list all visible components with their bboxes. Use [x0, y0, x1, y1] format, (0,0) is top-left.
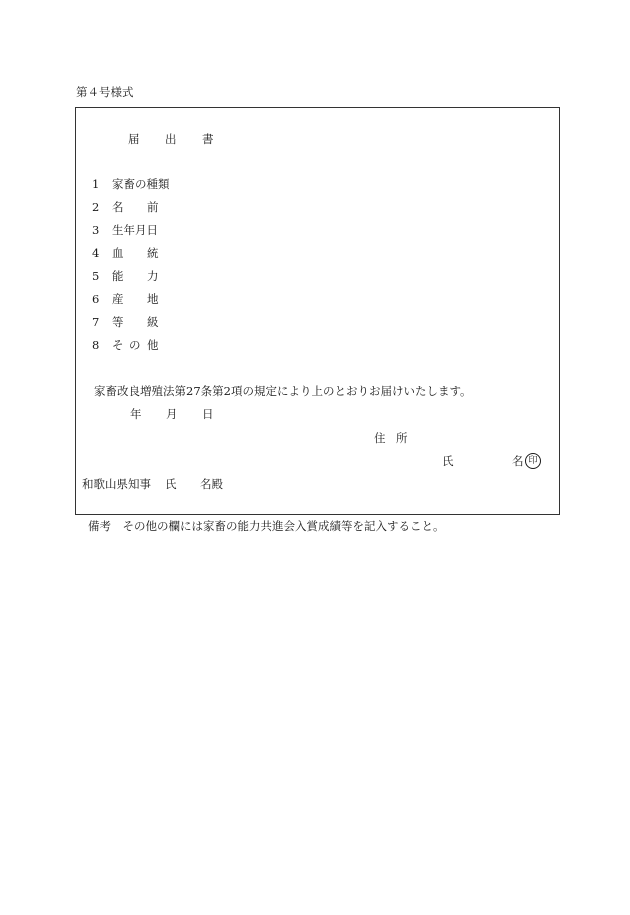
address-char: 所 [396, 431, 408, 445]
name-char: 名 [512, 454, 524, 468]
statement-text: 家畜改良増殖法第27条第2項の規定により上のとおりお届けいたします。 [94, 384, 472, 398]
item-number: 5 [92, 269, 100, 283]
name-char: 氏 [442, 454, 454, 468]
date-day: 日 [202, 407, 214, 421]
item-label: 能 [112, 269, 124, 283]
item-label: 他 [147, 338, 159, 352]
addressee-name-char: 氏 [165, 477, 177, 491]
date-year: 年 [130, 407, 142, 421]
item-label: 血 [112, 246, 124, 260]
item-label: 産 [112, 292, 124, 306]
addressee-name-char: 名殿 [200, 477, 223, 491]
remarks-note: 備考 その他の欄には家畜の能力共進会入賞成績等を記入すること。 [88, 519, 445, 533]
item-number: 4 [92, 246, 100, 260]
item-number: 2 [92, 200, 100, 214]
seal-mark-icon: 印 [525, 453, 541, 469]
item-number: 3 [92, 223, 100, 237]
addressee-title: 和歌山県知事 [82, 477, 151, 491]
item-label: 名 [112, 200, 124, 214]
title-char: 書 [202, 132, 214, 146]
title-char: 届 [128, 132, 140, 146]
item-label: 等 [112, 315, 124, 329]
item-label: 級 [147, 315, 159, 329]
item-label: 力 [147, 269, 159, 283]
form-frame [75, 107, 560, 515]
item-label: そ [112, 338, 124, 352]
item-label: の [129, 338, 141, 352]
title-char: 出 [165, 132, 177, 146]
item-number: 8 [92, 338, 100, 352]
item-number: 1 [92, 177, 100, 191]
date-month: 月 [166, 407, 178, 421]
item-label: 家畜の種類 [112, 177, 170, 191]
item-label: 生年月日 [112, 223, 158, 237]
item-label: 前 [147, 200, 159, 214]
item-label: 統 [147, 246, 159, 260]
item-number: 6 [92, 292, 100, 306]
item-number: 7 [92, 315, 100, 329]
address-char: 住 [374, 431, 386, 445]
item-label: 地 [147, 292, 159, 306]
form-number: 第４号様式 [76, 85, 134, 99]
